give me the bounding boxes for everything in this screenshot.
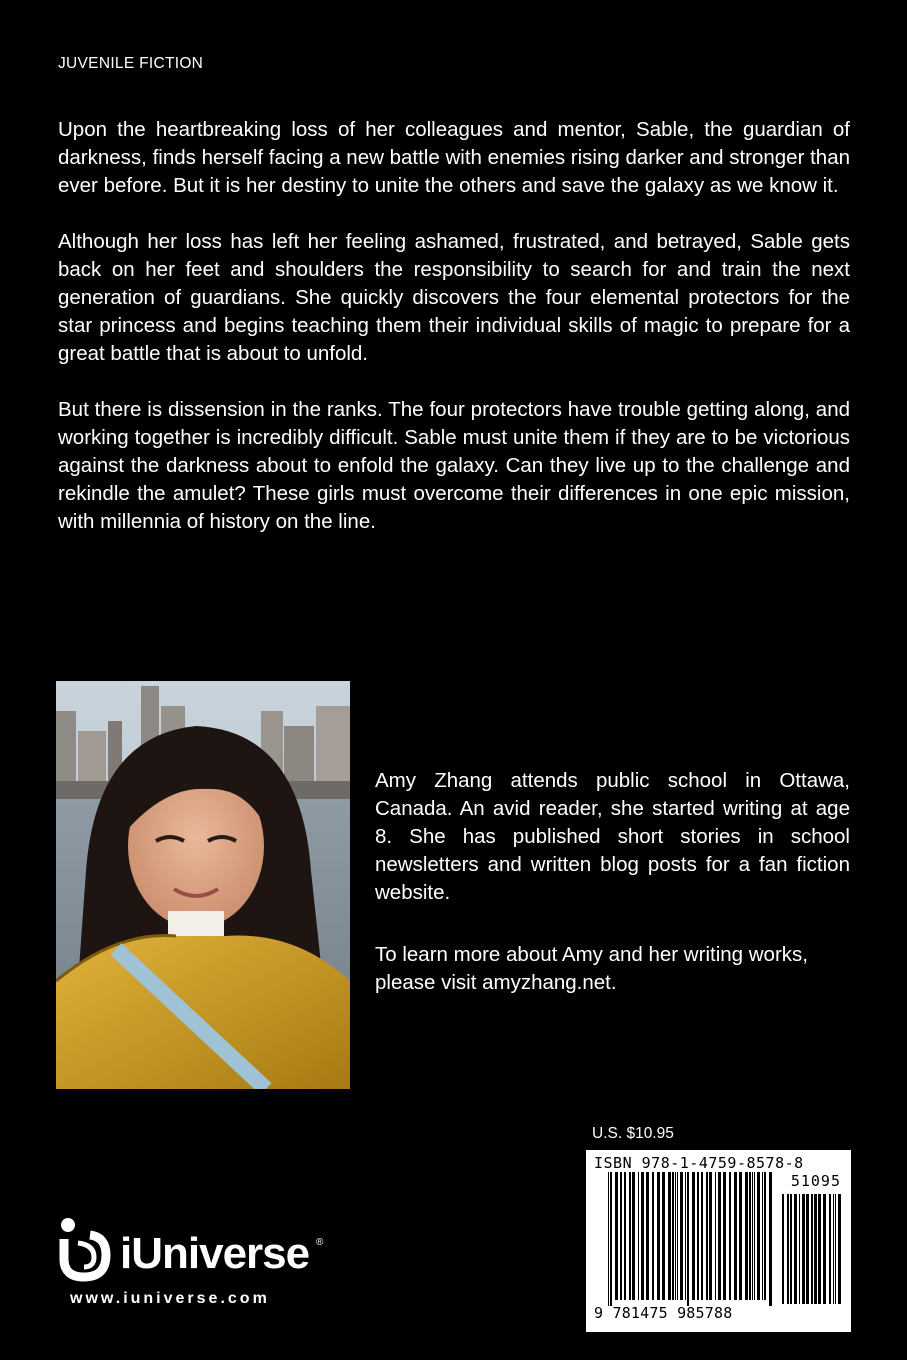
price-addon-number: 51095 bbox=[790, 1172, 841, 1190]
author-photo bbox=[56, 681, 350, 1089]
registered-mark: ® bbox=[316, 1237, 324, 1248]
barcode-bar bbox=[829, 1194, 831, 1304]
barcode-bar bbox=[794, 1194, 797, 1304]
author-website-note: To learn more about Amy and her writing works, please visit amyzhang.net. bbox=[375, 943, 808, 994]
blurb-paragraph-1: Upon the heartbreaking loss of her colleagues and mentor, Sable, the guardian of darkness, finds herself facing a new battle with enemies rising darker and stronger than ever before. But it is her destiny to unite the others and save the galaxy as we know it. bbox=[58, 118, 850, 197]
barcode-bar bbox=[764, 1172, 766, 1300]
isbn-number: ISBN 978-1-4759-8578-8 bbox=[594, 1154, 804, 1172]
barcode-bar bbox=[638, 1172, 639, 1300]
ean-number: 9 781475 985788 bbox=[594, 1304, 733, 1322]
barcode-bar bbox=[608, 1172, 609, 1306]
barcode-bar bbox=[629, 1172, 631, 1300]
barcode-bar bbox=[739, 1172, 742, 1300]
blurb-paragraph-2: Although her loss has left her feeling ashamed, frustrated, and betrayed, Sable gets back on her feet and shoulders the responsibility to search for and train the next generation of guardians. She quickly discovers the four elemental protectors for the star princess and begins teaching them their individual skills of magic to prepare for a great battle that is about to unfold. bbox=[58, 230, 850, 365]
barcode-bar bbox=[811, 1194, 813, 1304]
barcode-bar bbox=[814, 1194, 817, 1304]
barcode-bar bbox=[823, 1194, 826, 1304]
barcode-bar bbox=[668, 1172, 671, 1300]
isbn-barcode bbox=[586, 1150, 851, 1332]
barcode-bar bbox=[701, 1172, 703, 1300]
book-blurb bbox=[58, 116, 850, 564]
barcode-bar bbox=[624, 1172, 626, 1300]
genre-label: JUVENILE FICTION bbox=[58, 55, 204, 72]
publisher-website: www.iuniverse.com bbox=[70, 1290, 270, 1307]
barcode-bar bbox=[677, 1172, 678, 1300]
barcode-bar bbox=[687, 1172, 689, 1306]
barcode-bar bbox=[749, 1172, 751, 1300]
publisher-name: iUniverse bbox=[120, 1229, 310, 1278]
barcode-bar bbox=[729, 1172, 731, 1300]
barcode-bar bbox=[802, 1194, 805, 1304]
barcode-bar bbox=[838, 1194, 841, 1304]
barcode-bar bbox=[762, 1172, 763, 1300]
barcode-bar bbox=[610, 1172, 612, 1306]
barcode-bar bbox=[752, 1172, 753, 1300]
barcode-bar bbox=[718, 1172, 721, 1300]
barcode-bar bbox=[697, 1172, 699, 1300]
barcode-bar bbox=[632, 1172, 635, 1300]
barcode-bar bbox=[769, 1172, 772, 1306]
barcode-bar bbox=[790, 1194, 792, 1304]
barcode-bar bbox=[692, 1172, 695, 1300]
barcode-bar bbox=[680, 1172, 683, 1300]
barcode-bar bbox=[620, 1172, 622, 1300]
barcode-bar bbox=[782, 1194, 784, 1304]
iuniverse-logo-icon bbox=[56, 1215, 116, 1285]
barcode-bar bbox=[799, 1194, 800, 1304]
barcode-bar bbox=[675, 1172, 676, 1300]
barcode-bar bbox=[657, 1172, 660, 1300]
barcode-bar bbox=[723, 1172, 726, 1300]
blurb-paragraph-3: But there is dissension in the ranks. The four protectors have trouble getting along, and working together is incredibly difficult. Sable must unite them if they are to be victorious against the darkness about to enfold the galaxy. Can they live up to the challenge and rekindle the amulet? These girls must overcome their differences in one epic mission, with millennia of history on the line. bbox=[58, 398, 850, 533]
barcode-bar bbox=[652, 1172, 654, 1300]
barcode-bar bbox=[734, 1172, 737, 1300]
barcode-bar bbox=[806, 1194, 809, 1304]
barcode-bar bbox=[685, 1172, 686, 1300]
barcode-bar bbox=[672, 1172, 674, 1300]
barcode-bar bbox=[709, 1172, 712, 1300]
barcode-bar bbox=[706, 1172, 708, 1300]
barcode-bar bbox=[646, 1172, 649, 1300]
author-bio bbox=[375, 767, 850, 997]
barcode-bar bbox=[835, 1194, 836, 1304]
barcode-bar bbox=[833, 1194, 834, 1304]
author-bio-text: Amy Zhang attends public school in Ottawa, Canada. An avid reader, she started writing at age 8. She has published short stories in school newsletters and written blog posts for a fan fiction website. bbox=[375, 769, 850, 904]
barcode-bar bbox=[818, 1194, 821, 1304]
publisher-logo bbox=[56, 1215, 336, 1285]
barcode-bar bbox=[754, 1172, 755, 1300]
barcode-bar bbox=[662, 1172, 665, 1300]
barcode-bar bbox=[715, 1172, 716, 1300]
barcode-bar bbox=[641, 1172, 644, 1300]
barcode-bar bbox=[615, 1172, 618, 1300]
barcode-bar bbox=[757, 1172, 760, 1300]
price-label: U.S. $10.95 bbox=[592, 1125, 674, 1142]
barcode-bar bbox=[787, 1194, 789, 1304]
barcode-bar bbox=[745, 1172, 748, 1300]
